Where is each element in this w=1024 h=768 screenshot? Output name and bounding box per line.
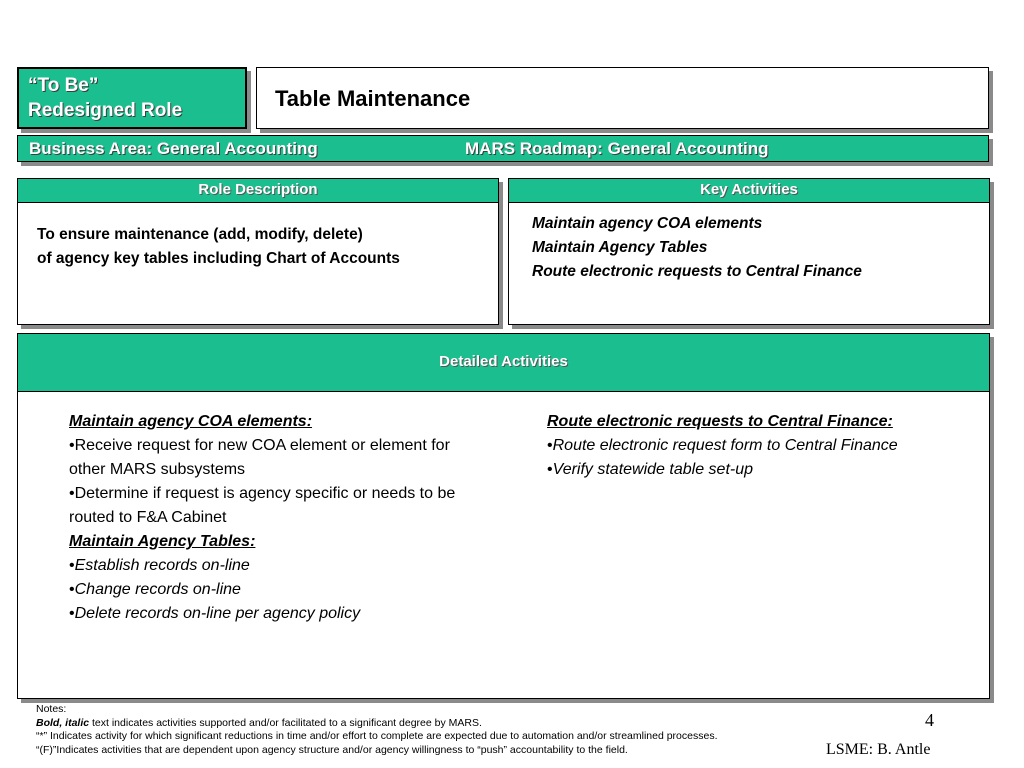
role-tag-line2: Redesigned Role bbox=[28, 100, 183, 121]
key-activity-item: Route electronic requests to Central Finance bbox=[532, 263, 862, 280]
bullet: • bbox=[69, 581, 75, 598]
roadmap-label: MARS Roadmap: General Accounting bbox=[465, 139, 769, 158]
notes-line-1-text: text indicates activities supported and/or facilitated to a significant degree by MARS. bbox=[89, 716, 482, 729]
list-item-text: Delete records on-line per agency policy bbox=[74, 605, 361, 622]
list-item-text: Route electronic request form to Central Finance bbox=[552, 437, 898, 454]
bullet: • bbox=[547, 461, 553, 478]
business-area-bar bbox=[17, 135, 989, 162]
list-item bbox=[69, 602, 489, 626]
notes-line-1 bbox=[36, 717, 718, 731]
list-item bbox=[547, 458, 967, 482]
notes-label: Notes: bbox=[36, 703, 67, 715]
key-activities-list bbox=[532, 212, 862, 284]
section-title-agency-tables: Maintain Agency Tables: bbox=[69, 533, 256, 550]
role-tag-line1: “To Be” bbox=[28, 75, 99, 96]
list-item: •Determine if request is agency specific or needs to be bbox=[69, 485, 456, 502]
list-item-text: Change records on-line bbox=[74, 581, 241, 598]
list-item bbox=[69, 554, 489, 578]
detailed-activities-left-column bbox=[69, 410, 489, 626]
role-description-line: To ensure maintenance (add, modify, delete) bbox=[37, 226, 363, 243]
detailed-activities-heading: Detailed Activities bbox=[439, 353, 568, 370]
key-activities-header bbox=[509, 179, 989, 203]
key-activities-heading: Key Activities bbox=[700, 181, 798, 198]
role-description-panel bbox=[17, 178, 499, 325]
list-item bbox=[69, 578, 489, 602]
detailed-activities-right-column bbox=[547, 410, 967, 482]
footnotes bbox=[36, 703, 718, 757]
author-credit: LSME: B. Antle bbox=[826, 741, 931, 758]
detailed-activities-panel bbox=[17, 333, 990, 699]
key-activity-item: Maintain agency COA elements bbox=[532, 215, 763, 232]
notes-emphasis: Bold, italic bbox=[36, 716, 90, 729]
role-description-line: of agency key tables including Chart of Accounts bbox=[37, 250, 400, 267]
bullet: • bbox=[69, 557, 75, 574]
detailed-activities-header bbox=[18, 334, 989, 392]
key-activities-panel bbox=[508, 178, 990, 325]
list-item bbox=[547, 434, 967, 458]
business-area-label: Business Area: General Accounting bbox=[29, 139, 318, 158]
section-title-route-requests: Route electronic requests to Central Finance: bbox=[547, 413, 893, 430]
list-item-continuation: other MARS subsystems bbox=[69, 461, 246, 478]
role-tag bbox=[17, 67, 247, 129]
page-title: Table Maintenance bbox=[275, 86, 471, 111]
section-title-coa: Maintain agency COA elements: bbox=[69, 413, 313, 430]
page-number: 4 bbox=[925, 710, 934, 730]
role-description-header bbox=[18, 179, 498, 203]
list-item-continuation: routed to F&A Cabinet bbox=[69, 509, 227, 526]
role-description-heading: Role Description bbox=[198, 181, 318, 198]
notes-line-2: “*” Indicates activity for which significant reductions in time and/or effort to complete are expected due to automation and/or streamlined processes. bbox=[36, 730, 718, 742]
title-box bbox=[256, 67, 989, 129]
key-activity-item: Maintain Agency Tables bbox=[532, 239, 708, 256]
list-item-text: Establish records on-line bbox=[74, 557, 250, 574]
notes-line-3: “(F)”Indicates activities that are dependent upon agency structure and/or agency willingness to “push” accountability to the field. bbox=[36, 743, 628, 756]
bullet: • bbox=[547, 437, 553, 454]
bullet: • bbox=[69, 605, 75, 622]
role-description-text bbox=[37, 223, 400, 271]
list-item: •Receive request for new COA element or element for bbox=[69, 437, 450, 454]
list-item-text: Verify statewide table set-up bbox=[552, 461, 754, 478]
